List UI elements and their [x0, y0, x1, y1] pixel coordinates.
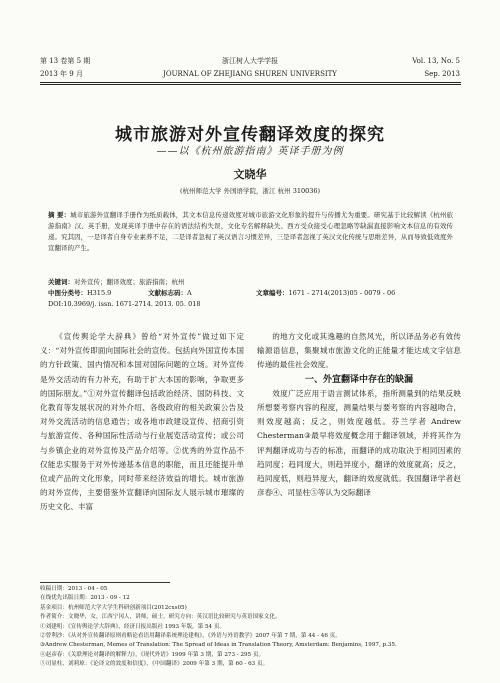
clc-label: 中图分类号：: [48, 289, 87, 297]
keywords: [48, 277, 185, 288]
footnote-4: ④赵彦春：《关联理论对翻译的解释力》，《现代外语》1999 年第 3 期，第 273 - 295 页。: [40, 651, 265, 658]
volume-issue-en: Vol. 13, No. 5: [412, 57, 460, 65]
footnote-3: ③Andrew Chesterman, Memes of Translation: The Spread of Ideas in Translation Theory, Amsterdam: Benjamins, 1997, p.35.: [40, 642, 397, 649]
article-title: 城市旅游对外宣传翻译效度的探究: [115, 125, 385, 145]
document-code-label: 文献标志码：: [148, 289, 187, 297]
clc-number: [48, 288, 111, 299]
article-subtitle: ——以《杭州旅游指南》英译手册为例: [156, 146, 344, 157]
footnote-5: ⑤司显柱、刘莉琼：《论译文的效度和信度》，《中国翻译》2009 年第 3 期，第 60 - 63 页。: [40, 661, 269, 668]
fund-info: 基金项目：杭州师范大学大学生科研创新项目(2012cxs05): [40, 604, 187, 611]
date-cn: 2013 年 9 月: [40, 70, 83, 78]
paragraph: 《宣传舆论学大辞典》曾给“对外宣传”做过如下定义：“对外宣传即面向国际社会的宣传。包括向外国宣传本国的方针政策、国内情况和本国对国际问题的立场。对外宣传是外交活动的有力补充，有助于扩大本国的影响，争取更多的国际朋友。”①对外宣传翻译包括政治经济、国防科技、文化教育等发展状况的对外介绍、各级政府的相关政策公告及对外交流活动的信息通告；或各地市政建设宣传、招商引资与旅游宣传、各种国际性活动与行业展览活动宣传；或公司与乡镇企业的对外宣传及产品介绍等。②优秀的外宣作品不仅能忠实服务于对外传递基本信息的职能，而且还能提升单位或产品的文化形象，同时带来经济效益的增长。城市旅游的对外宣传，主要借鉴外宣翻译向国际友人展示城市璀璨的历史文化、丰富: [40, 332, 244, 512]
document-code: [148, 288, 192, 299]
author-name: 文晓华: [233, 168, 267, 181]
body-column-left: [40, 330, 244, 515]
article-number: [256, 288, 395, 299]
article-number-label: 文章编号：: [256, 289, 289, 297]
received-date: 收稿日期：2013 - 04 - 05: [40, 586, 108, 592]
header-rule-double: [40, 84, 461, 85]
body-column-right: [257, 330, 461, 500]
abstract: [48, 210, 453, 254]
doi: DOI:10.3969/j. issn. 1671-2714. 2013. 05. 018: [48, 300, 201, 308]
online-date: 在线优先出版日期：2013 - 09 - 12: [40, 595, 130, 602]
author-affiliation: (杭州师范大学 外国语学院，浙江 杭州 310036): [179, 187, 321, 195]
keywords-value: 对外宣传；翻译效度；旅游指南；杭州: [74, 278, 185, 286]
abstract-text: 城市旅游外宣翻译手册作为纸质载体，其文本信息传递效度对城市旅游文化形象的提升与传播尤为重要。研究基于比较解读《杭州旅游指南》汉、英手册，发现英译手册中存在的语法结构失误、文化专名解释缺失、西方受众接受心理忽略等缺漏直接影响文本信息的有效传递。究其因，一是译者自身专业素养不足，二是译者忽视了英汉语言习惯差异，三是译者忽视了英汉文化传统与思维差异，从而导致低效度外宣翻译的产生。: [48, 211, 453, 252]
section-heading: 一、外宣翻译中存在的缺漏: [304, 374, 413, 385]
journal-name-cn: 浙江树人大学学报: [222, 57, 278, 65]
footnote-2: ②曾利沙：《从对外宣传翻译原则看略论看语用翻译系统理论建构》，《外语与外语教学》2007 年第 7 期，第 44 - 46 页。: [40, 633, 341, 640]
article-number-value: 1671 - 2714(2013)05 - 0079 - 06: [288, 289, 396, 297]
volume-issue-cn: 第 13 卷第 5 期: [40, 57, 91, 65]
paragraph: 效度广泛应用于语言测试体系，指所测量到的结果反映所想要考察内容的程度，测量结果与要考察的内容越吻合，则效度越高；反之，则效度越低。芬兰学者 Andrew Chesterman③最早将效度概念用于翻译领域，并将其作为评判翻译成功与否的标准，而翻译的成功取决于相同因素的趋同度；趋同度大，则趋异度小，翻译的效度就高；反之，趋同度低，则趋异度大，翻译的效度就低。我国翻译学者赵彦春④、司显柱⑤等认为交际翻译: [257, 388, 461, 498]
author-bio: 作者简介：文晓华，女，江西宁冈人，讲师，硕士，研究方向：英汉语比较研究与英语国家文化。: [40, 614, 281, 621]
abstract-label: 摘 要：: [48, 211, 71, 219]
document-code-value: A: [187, 289, 192, 297]
footnote-rule: [40, 582, 170, 583]
footnotes: [40, 585, 460, 670]
journal-name-en: JOURNAL OF ZHEJIANG SHUREN UNIVERSITY: [163, 70, 337, 78]
paragraph: 的地方文化或其逸趣的自然风光，所以译品务必有效传输源语信息，集聚城市旅游文化的正能量才能达成文字信息传递的最佳社会效度。: [257, 332, 461, 370]
footnote-1: ①刘建明：《宣传舆论学大辞典》，经济日报出版社 1993 年版，第 54 页。: [40, 623, 226, 630]
clc-value: H315.9: [87, 289, 112, 297]
date-en: Sep. 2013: [424, 70, 460, 78]
header-rule: [40, 82, 461, 83]
keywords-label: 关键词：: [48, 278, 74, 286]
